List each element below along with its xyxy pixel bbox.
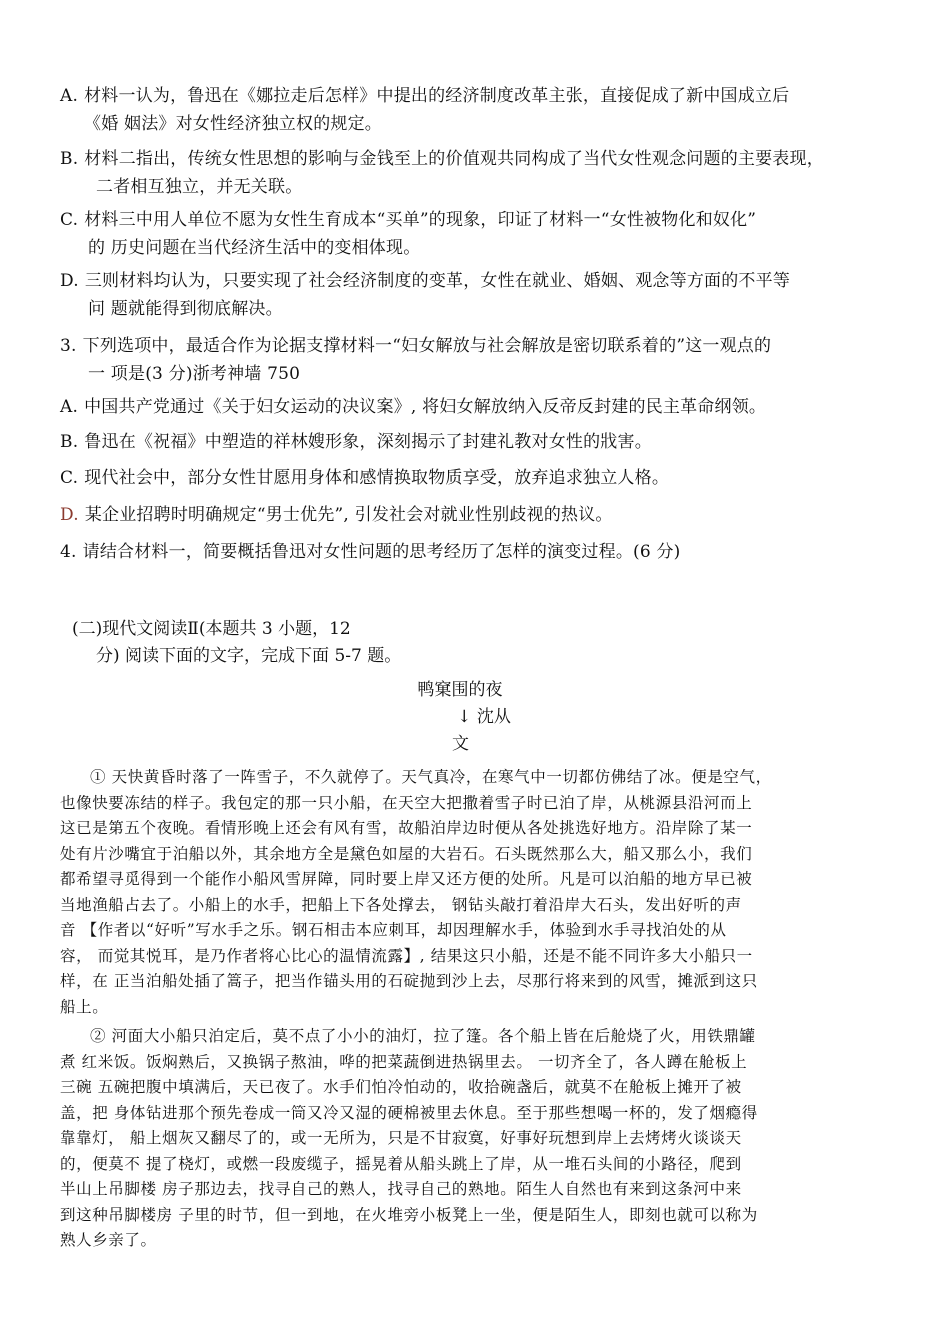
paragraph-line: 到这种吊脚楼房 子里的时节，但一到地，在火堆旁小板凳上一坐，便是陌生人，即刻也就可以称为 [60, 1205, 758, 1224]
paragraph-line: 的，便莫不 提了桡灯，或燃一段废缆子，摇晃着从船头跳上了岸，从一堆石头间的小路径，爬到 [60, 1154, 742, 1173]
q2-option-b[interactable] [60, 145, 910, 201]
paragraph-line: 处有片沙嘴宜于泊船以外，其余地方全是黛色如屋的大岩石。石头既然那么大，船又那么小，我们 [60, 844, 753, 863]
section-2-header [72, 616, 492, 670]
option-text: 材料三中用人单位不愿为女性生育成本“买单”的现象，印证了材料一“女性被物化和奴化” [84, 210, 757, 230]
option-label: D. [60, 271, 79, 291]
question-3 [60, 332, 910, 388]
paragraph-line: ② 河面大小船只泊定后，莫不点了小小的油灯，拉了篷。各个船上皆在后舱烧了火，用铁鼎罐 [90, 1027, 756, 1045]
question-text: 请结合材料一，简要概括鲁迅对女性问题的思考经历了怎样的演变过程。(6 分) [82, 542, 681, 562]
option-text: 三则材料均认为，只要实现了社会经济制度的变革，女性在就业、婚姻、观念等方面的不平等 [84, 271, 791, 291]
paragraph-line: 也像快要冻结的样子。我包定的那一只小船，在天空大把撒着雪子时已泊了岸，从桃源县沿河而上 [60, 793, 753, 812]
paragraph-line: 音 【作者以“好听”写水手之乐。钢石相击本应刺耳，却因理解水手，体验到水手寻找泊处的从 [60, 921, 727, 939]
article-paragraph-1 [60, 765, 895, 1020]
question-4 [60, 538, 910, 566]
q3-option-d[interactable] [60, 501, 910, 529]
option-text: 鲁迅在《祝福》中塑造的祥林嫂形象，深刻揭示了封建礼教对女性的戕害。 [84, 432, 652, 452]
paragraph-line: 熟人乡亲了。 [60, 1231, 157, 1249]
option-text-cont: 《婚 姻法》对女性经济独立权的规定。 [84, 114, 383, 134]
option-text: 材料一认为，鲁迅在《娜拉走后怎样》中提出的经济制度改革主张，直接促成了新中国成立后 [84, 86, 790, 106]
option-label: C. [60, 210, 79, 230]
option-label: A. [60, 86, 79, 106]
article-paragraph-2 [60, 1024, 895, 1254]
paragraph-line: 盖，把 身体钻进那个预先卷成一筒又冷又湿的硬棉被里去休息。至于那些想喝一杯的，发了烟瘾得 [60, 1103, 758, 1122]
q2-option-d[interactable] [60, 267, 910, 323]
article-author-cont: 文 [452, 734, 469, 754]
option-text-cont: 的 历史问题在当代经济生活中的变相体现。 [88, 238, 421, 258]
paragraph-line: 半山上吊脚楼 房子那边去，找寻自己的熟人，找寻自己的熟地。陌生人自然也有来到这条河中来 [60, 1180, 742, 1198]
paragraph-line: 靠靠灯， 船上烟灰又翻尽了的，或一无所为，只是不甘寂寞，好事好玩想到岸上去烤烤火谈谈天 [60, 1129, 742, 1147]
paragraph-line: 这已是第五个夜晚。看情形晚上还会有风有雪，故船泊岸边时便从各处挑选好地方。沿岸除了某一 [60, 819, 753, 837]
article-title: 鸭窠围的夜 [417, 680, 503, 700]
q3-option-c[interactable] [60, 464, 910, 492]
section-instruction: 分) 阅读下面的文字，完成下面 5-7 题。 [96, 646, 402, 666]
q2-option-c[interactable] [60, 206, 910, 262]
option-text: 材料二指出，传统女性思想的影响与金钱至上的价值观共同构成了当代女性观念问题的主要表现， [84, 149, 824, 169]
option-text-cont: 问 题就能得到彻底解决。 [88, 299, 283, 319]
question-text-cont: 一 项是(3 分)浙考神墙 750 [88, 364, 301, 384]
option-label: C. [60, 468, 79, 488]
paragraph-line: 煮 红米饭。饭焖熟后，又换锅子熬油，哗的把菜蔬倒进热锅里去。 一切齐全了，各人蹲在舱板上 [60, 1052, 748, 1071]
option-text-cont: 二者相互独立，并无关联。 [96, 177, 303, 197]
article-author: ↓ 沈从 [457, 707, 511, 727]
paragraph-line: 三碗 五碗把腹中填满后，天已夜了。水手们怕冷怕动的，收拾碗盏后，就莫不在舱板上摊开了被 [60, 1078, 742, 1096]
option-text: 某企业招聘时明确规定“男士优先”, 引发社会对就业性别歧视的热议。 [84, 505, 613, 525]
paragraph-line: 船上。 [60, 997, 109, 1016]
option-text: 现代社会中，部分女性甘愿用身体和感情换取物质享受，放弃追求独立人格。 [84, 468, 670, 488]
option-label: B. [60, 432, 79, 452]
option-label: B. [60, 149, 79, 169]
paragraph-line: 都希望寻觅得到一个能作小船风雪屏障，同时要上岸又还方便的处所。凡是可以泊船的地方早已被 [60, 870, 753, 888]
question-number: 4. [60, 542, 77, 562]
option-text: 中国共产党通过《关于妇女运动的决议案》, 将妇女解放纳入反帝反封建的民主革命纲领。 [84, 397, 767, 417]
q2-option-a[interactable] [60, 82, 910, 138]
option-label: A. [60, 397, 79, 417]
option-label: D. [60, 505, 79, 525]
article-header [380, 677, 540, 758]
question-number: 3. [60, 336, 77, 356]
section-title: (二)现代文阅读Ⅱ(本题共 3 小题，12 [72, 619, 351, 639]
paragraph-line: 当地渔船占去了。小船上的水手，把船上下各处撑去， 钢钻头敲打着沿岸大石头，发出好听的声 [60, 895, 742, 914]
question-text: 下列选项中，最适合作为论据支撑材料一“妇女解放与社会解放是密切联系着的”这一观点的 [82, 336, 772, 356]
paragraph-line: 容， 而觉其悦耳，是乃作者将心比心的温情流露】, 结果这只小船，还是不能不同许多大小船只一 [60, 946, 753, 965]
q3-option-b[interactable] [60, 428, 910, 456]
q3-option-a[interactable] [60, 393, 910, 421]
paragraph-line: ① 天快黄昏时落了一阵雪子，不久就停了。天气真冷，在寒气中一切都仿佛结了冰。便是空气， [90, 768, 772, 786]
paragraph-line: 样，在 正当泊船处插了篙子，把当作锚头用的石碇抛到沙上去，尽那行将来到的风雪，摊派到这只 [60, 972, 758, 990]
